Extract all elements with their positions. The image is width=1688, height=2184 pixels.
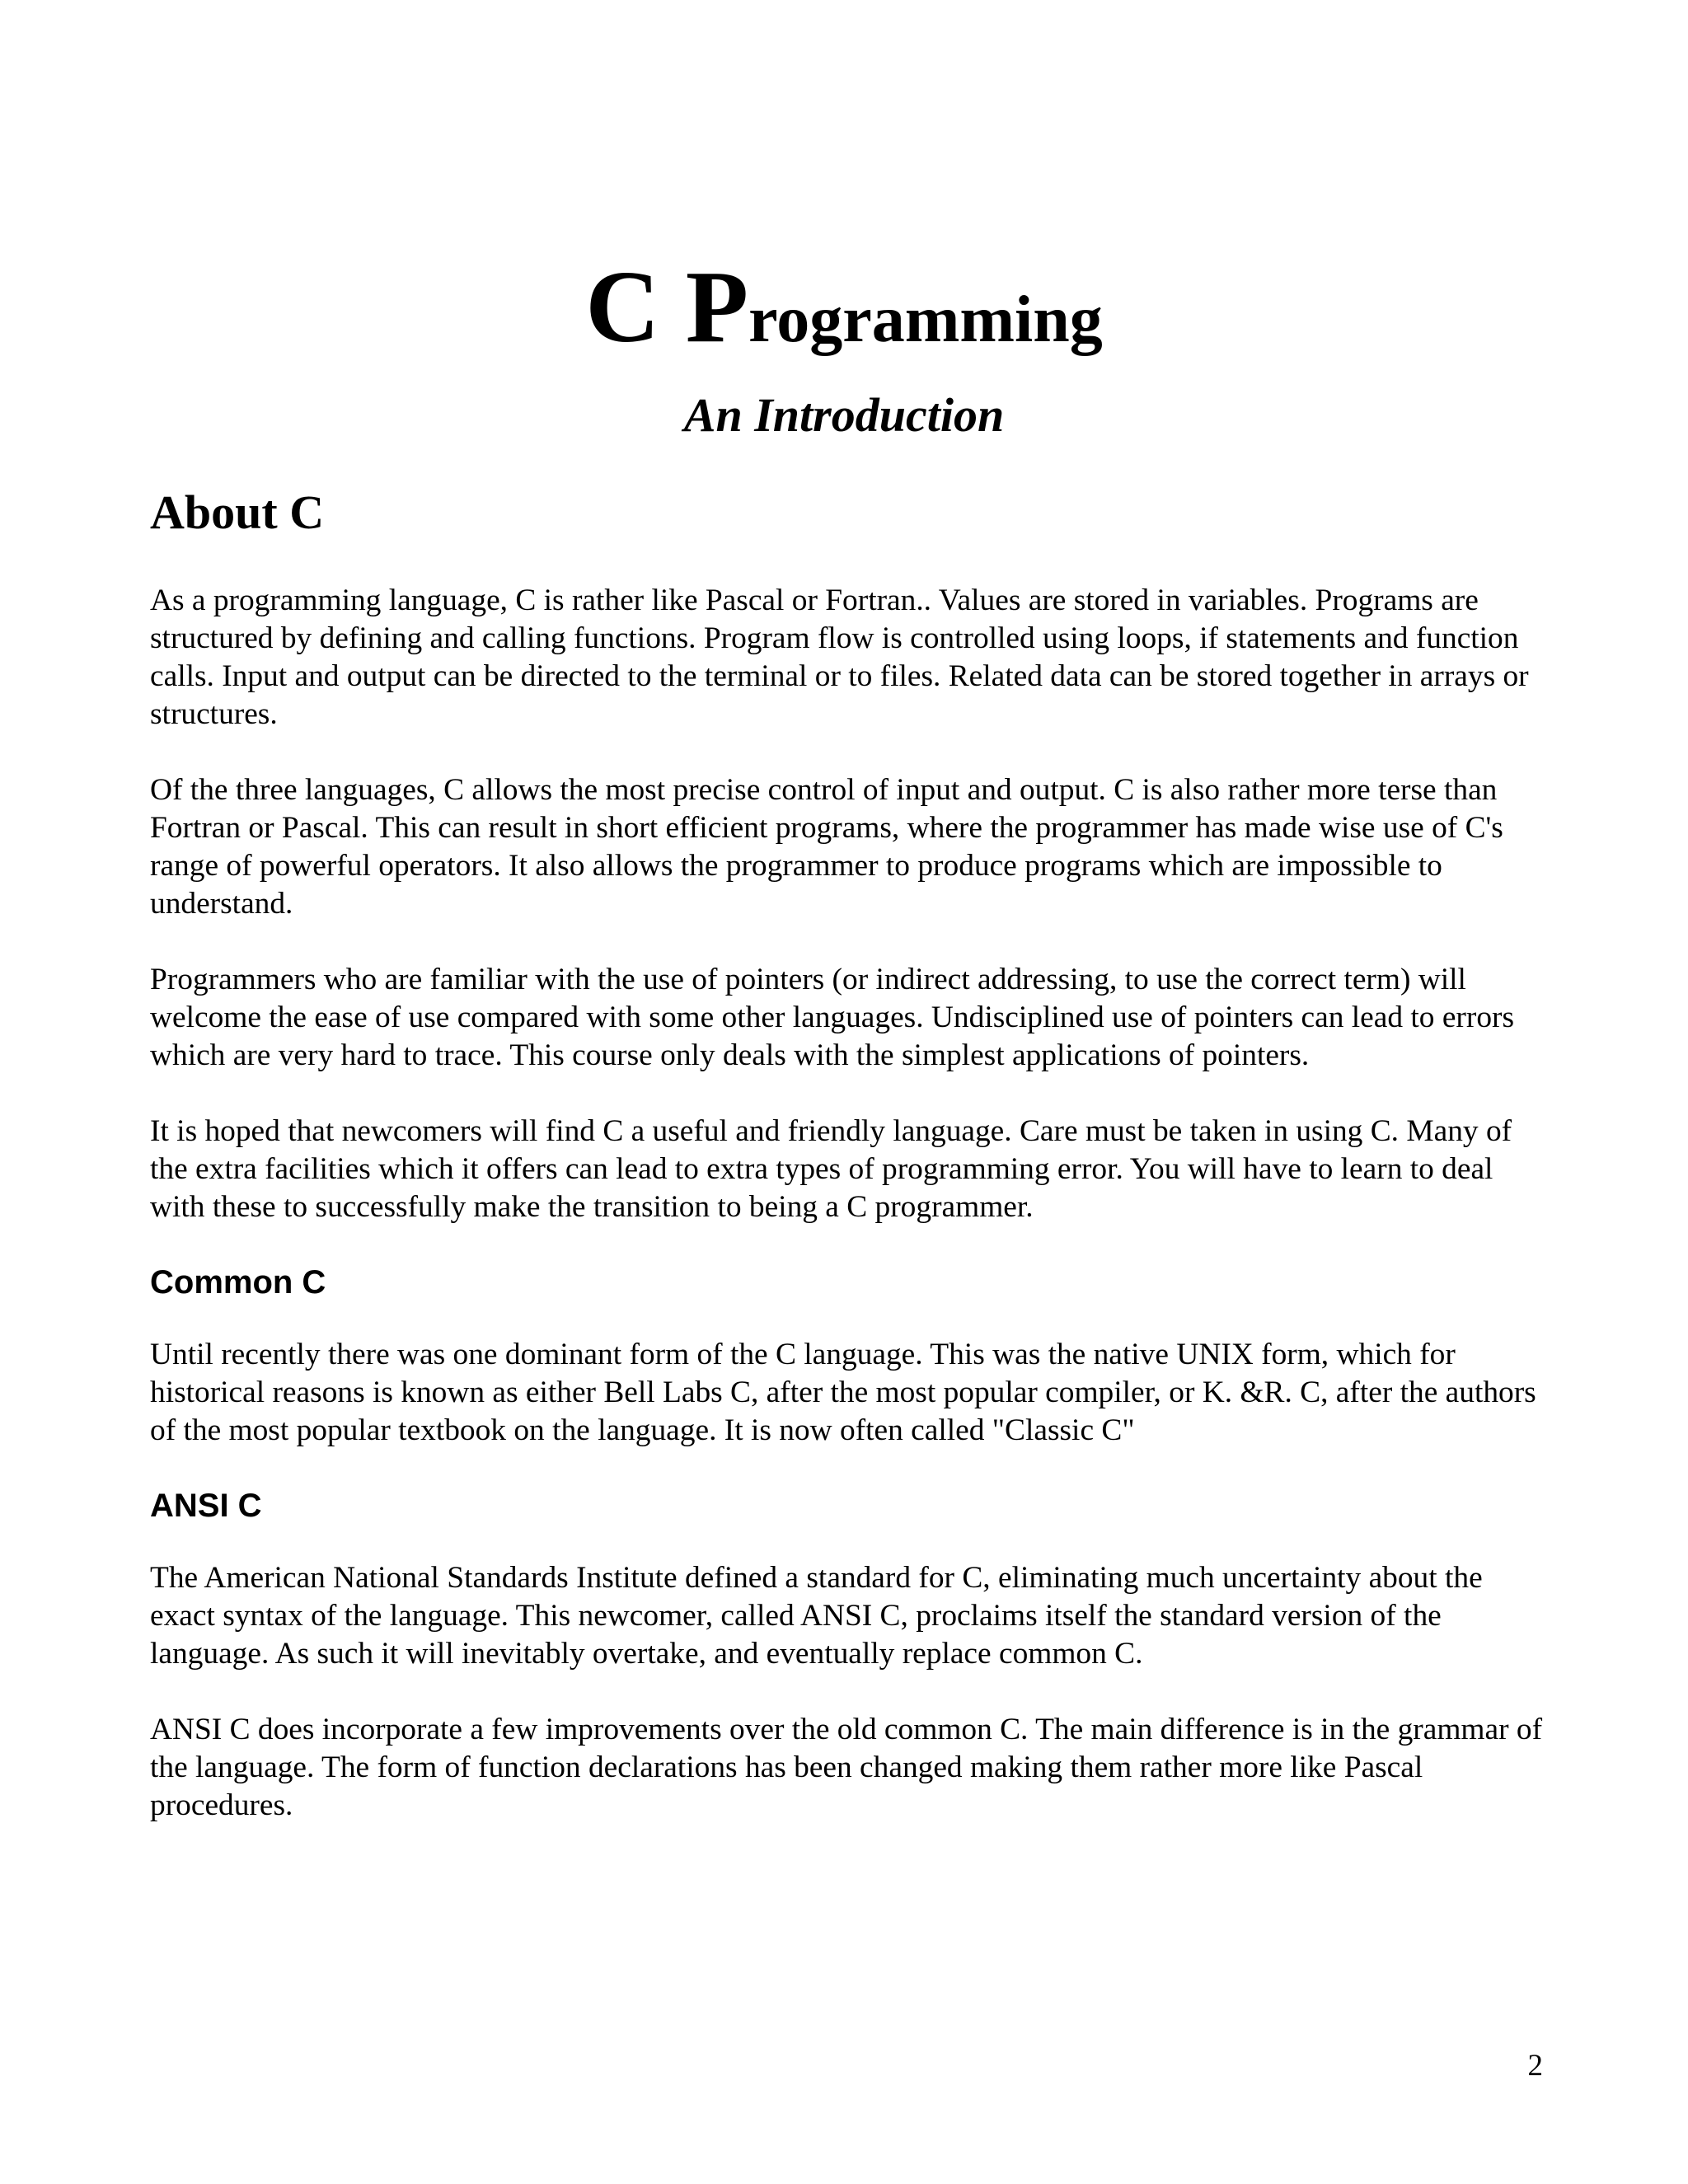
paragraph: The American National Standards Institute defined a standard for C, eliminating much uncertainty about the exact syntax of the language. This newcomer, called ANSI C, proclaims itself the standard version of the language. As such it will inevitably overtake, and eventually replace common C. [150,1560,1483,1671]
paragraph: Until recently there was one dominant form of the C language. This was the native UNIX form, which for historical reasons is known as either Bell Labs C, after the most popular compiler, or K. &R. C, after the authors of the most popular textbook on the language. It is now often called "Classic C" [150,1337,1536,1447]
title-initial-c: C [585,251,686,365]
document-subtitle: An Introduction [683,388,1005,442]
paragraph: ANSI C does incorporate a few improvements over the old common C. The main difference is in the grammar of the language. The form of function declarations has been changed making them rather more like Pascal procedures. [150,1712,1543,1822]
paragraph: Of the three languages, C allows the most precise control of input and output. C is also rather more terse than Fortran or Pascal. This can result in short efficient programs, where the programmer has made wise use of C's range of powerful operators. It also allows the programmer to produce programs which are impossible to understand. [150,772,1503,921]
document-title [0,251,1688,365]
section-heading-ansi-c: ANSI C [150,1487,262,1524]
section-heading-common-c: Common C [150,1263,326,1301]
paragraph: It is hoped that newcomers will find C a useful and friendly language. Care must be taken in using C. Many of the extra facilities which it offers can lead to extra types of programming error. You will have to learn to deal with these to successfully make the transition to being a C programmer. [150,1113,1512,1224]
paragraph: As a programming language, C is rather like Pascal or Fortran.. Values are stored in variables. Programs are structured by defining and calling functions. Program flow is controlled using loops, if statements and function calls. Input and output can be directed to the terminal or to files. Related data can be stored together in arrays or structures. [150,583,1529,731]
title-rest: rogramming [748,284,1103,357]
page-number: 2 [1527,2049,1543,2083]
section-heading-about-c: About C [150,485,325,539]
document-body [150,486,1551,1863]
paragraph: Programmers who are familiar with the use of pointers (or indirect addressing, to use the correct term) will welcome the ease of use compared with some other languages. Undisciplined use of pointers can lead to errors which are very hard to trace. This course only deals with the simplest applications of pointers. [150,962,1515,1072]
title-initial-p: P [685,251,749,365]
